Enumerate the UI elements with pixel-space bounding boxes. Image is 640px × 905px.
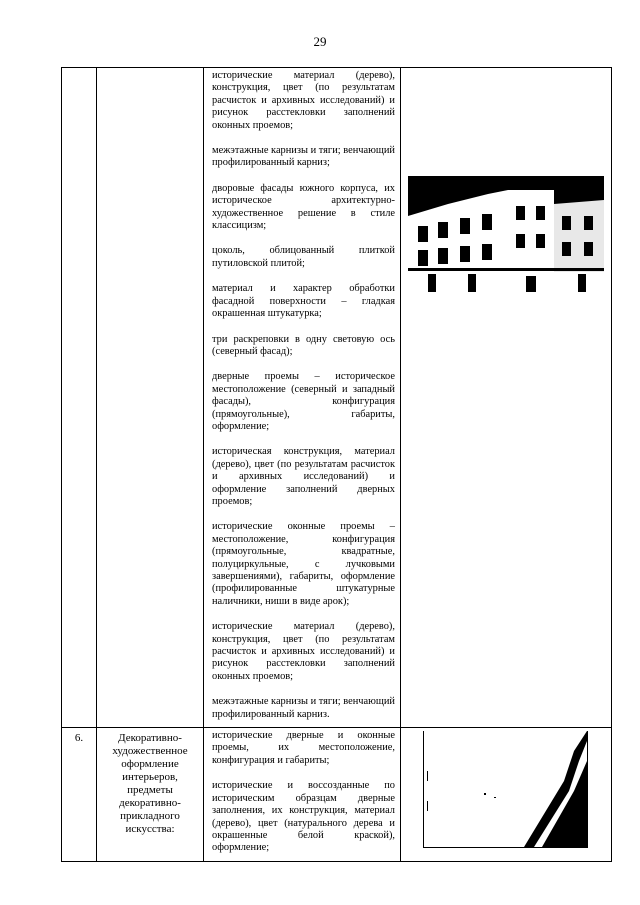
row-number: 6. — [62, 728, 97, 862]
building-facade-photo — [408, 176, 604, 292]
paragraph: три раскреповки в одну световую ось (северный фасад); — [212, 333, 395, 357]
paragraph: исторические дверные и оконные проемы, их местоположение, конфигурация и габариты; — [212, 730, 395, 766]
table-row — [62, 728, 612, 862]
paragraph: межэтажные карнизы и тяги; венчающий профилированный карниз; — [212, 145, 395, 169]
paragraph: историческая конструкция, материал (дерево), цвет (по результатам расчисток и архивных исследований) и оформление заполнений дверных проемов; — [212, 446, 395, 507]
paragraph: дверные проемы – историческое местоположение (северный и западный фасады), конфигурация (прямоугольные), габариты, оформление; — [212, 371, 395, 432]
paragraph: материал и характер обработки фасадной поверхности – гладкая окрашенная штукатурка; — [212, 283, 395, 320]
paragraph: цоколь, облицованный плиткой путиловской плитой; — [212, 245, 395, 269]
paragraph: исторические оконные проемы – местоположение, конфигурация (прямоугольные, квадратные, полуциркульные, с лучковыми завершениями), габариты, оформление (профилированные штукатурные наличники, ниши в виде арок); — [212, 521, 395, 607]
photo-icon — [408, 176, 604, 292]
photo-icon — [424, 731, 587, 847]
paragraph: исторические материал (дерево), конструкция, цвет (по результатам расчисток и архивных исследований) и рисунок расстекловки заполнений оконных проемов; — [212, 621, 395, 682]
page-number: 29 — [313, 34, 327, 49]
row-number — [62, 68, 97, 728]
paragraph: исторические и воссозданные по историческим образцам дверные заполнения, их конструкция, материал (дерево), цвет (натурального дерева и окрашенные белой краской), оформление; — [212, 780, 395, 854]
object-name: Декоративно-художественное оформление интерьеров, предметы декоративно-прикладного искусства: — [97, 728, 204, 862]
objects-table — [61, 67, 612, 862]
paragraph: исторические материал (дерево), конструкция, цвет (по результатам расчисток и архивных исследований) и рисунок расстекловки заполнений оконных проемов; — [212, 70, 395, 131]
paragraph: межэтажные карнизы и тяги; венчающий профилированный карниз. — [212, 696, 395, 720]
photo-cell — [401, 68, 612, 728]
interior-photo — [423, 731, 588, 848]
paragraph: дворовые фасады южного корпуса, их историческое архитектурно-художественное решение в стиле классицизм; — [212, 182, 395, 232]
table-row — [62, 68, 612, 728]
object-name — [97, 68, 204, 728]
photo-cell — [401, 728, 612, 862]
protected-features-cell — [204, 68, 401, 728]
protected-features-cell — [204, 728, 401, 862]
